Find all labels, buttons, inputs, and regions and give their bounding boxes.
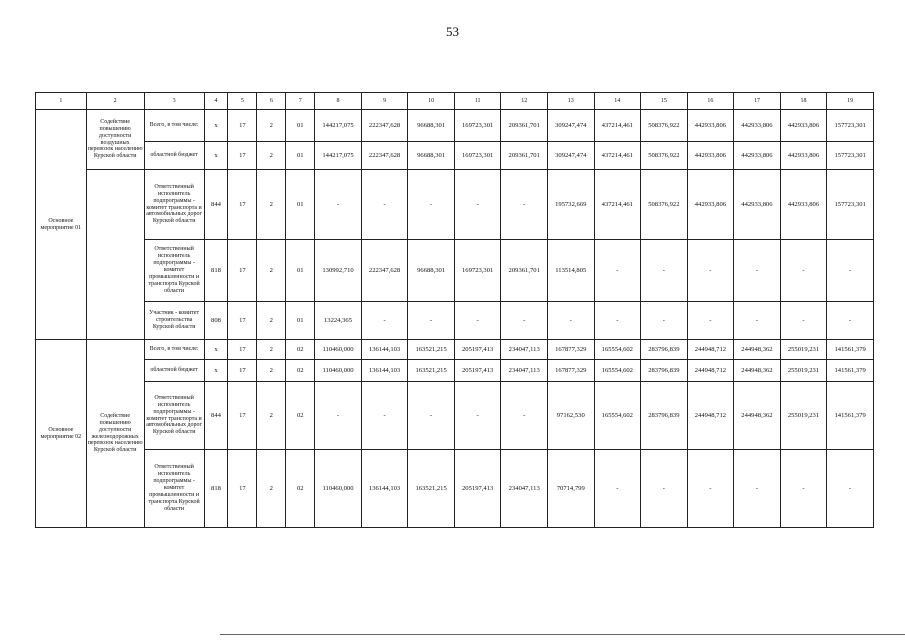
code-cell: 01 [286,170,315,240]
code-cell: 2 [257,382,286,450]
value-cell: 244948,362 [734,360,781,382]
value-cell: 222347,628 [361,142,408,170]
value-cell: 437214,461 [594,110,641,142]
row-label-cell: Всего, в том числе: [144,110,204,142]
code-cell: 2 [257,142,286,170]
code-cell: 01 [286,240,315,302]
value-cell: 141561,379 [827,340,874,360]
table-row [36,450,874,528]
page-bottom-rule [220,634,905,635]
value-cell: - [734,450,781,528]
value-cell: - [408,170,455,240]
header-row [36,93,874,110]
value-cell: - [734,240,781,302]
value-cell: 255019,231 [780,340,827,360]
value-cell: 442933,806 [687,110,734,142]
value-cell: 163521,215 [408,340,455,360]
column-number-header: 19 [827,93,874,110]
code-cell: 17 [228,382,257,450]
value-cell: - [361,302,408,340]
value-cell: 165554,602 [594,340,641,360]
value-cell: - [641,302,688,340]
value-cell: - [501,170,548,240]
column-number-header: 12 [501,93,548,110]
value-cell: 442933,806 [734,110,781,142]
value-cell: 244948,362 [734,340,781,360]
value-cell: 508376,922 [641,170,688,240]
code-cell: 01 [286,110,315,142]
value-cell: 169723,301 [454,110,501,142]
code-cell: 844 [204,382,228,450]
value-cell: 442933,806 [734,142,781,170]
row-label-cell: областной бюджет [144,360,204,382]
column-number-header: 1 [36,93,87,110]
value-cell: 96688,301 [408,110,455,142]
column-number-header: 4 [204,93,228,110]
value-cell: - [827,302,874,340]
column-number-header: 11 [454,93,501,110]
table-row [36,110,874,142]
column-number-header: 17 [734,93,781,110]
row-label-cell: Всего, в том числе: [144,340,204,360]
code-cell: х [204,360,228,382]
row-label-cell: Участник - комитет строительства Курской области [144,302,204,340]
code-cell: 2 [257,302,286,340]
column-number-header: 14 [594,93,641,110]
value-cell: 222347,628 [361,110,408,142]
value-cell: 255019,231 [780,382,827,450]
value-cell: 234047,113 [501,450,548,528]
value-cell: - [687,240,734,302]
value-cell: - [361,170,408,240]
code-cell: 17 [228,340,257,360]
code-cell: 17 [228,240,257,302]
code-cell: 01 [286,302,315,340]
column-number-header: 2 [86,93,144,110]
column-number-header: 9 [361,93,408,110]
value-cell: 97162,530 [547,382,594,450]
value-cell: 169723,301 [454,142,501,170]
column-number-header: 16 [687,93,734,110]
value-cell: 222347,628 [361,240,408,302]
code-cell: 17 [228,302,257,340]
value-cell: 144217,075 [315,142,362,170]
value-cell: - [780,240,827,302]
value-cell: 205197,413 [454,340,501,360]
value-cell: 157723,301 [827,110,874,142]
value-cell: 309247,474 [547,142,594,170]
budget-table [35,92,874,528]
value-cell: 13224,365 [315,302,362,340]
code-cell: 17 [228,450,257,528]
value-cell: - [827,450,874,528]
table-row [36,340,874,360]
value-cell: - [315,382,362,450]
value-cell: 141561,379 [827,382,874,450]
value-cell: 442933,806 [780,142,827,170]
page-number: 53 [446,24,459,39]
value-cell: - [547,302,594,340]
value-cell: - [408,302,455,340]
value-cell: - [454,382,501,450]
code-cell: 818 [204,240,228,302]
value-cell: 442933,806 [780,110,827,142]
value-cell: - [408,382,455,450]
value-cell: 205197,413 [454,360,501,382]
table-row [36,170,874,240]
value-cell: 157723,301 [827,170,874,240]
row-label-cell: Ответственный исполнитель подпрограммы - комитет промышленности и транспорта Курской области [144,240,204,302]
value-cell: - [594,240,641,302]
goal-cell: Содействие повышению доступности железнодорожных перевозок населению Курской области [86,340,144,528]
value-cell: 442933,806 [734,170,781,240]
code-cell: 17 [228,110,257,142]
code-cell: 02 [286,450,315,528]
code-cell: 844 [204,170,228,240]
value-cell: 437214,461 [594,170,641,240]
value-cell: 163521,215 [408,450,455,528]
value-cell: 136144,103 [361,450,408,528]
column-number-header: 6 [257,93,286,110]
value-cell: 244948,712 [687,360,734,382]
value-cell: - [594,450,641,528]
value-cell: 209361,701 [501,142,548,170]
column-number-header: 3 [144,93,204,110]
value-cell: 205197,413 [454,450,501,528]
value-cell: 437214,461 [594,142,641,170]
value-cell: 283796,839 [641,382,688,450]
event-name-cell: Основное мероприятие 01 [36,110,87,340]
code-cell: 2 [257,110,286,142]
code-cell: 2 [257,340,286,360]
value-cell: - [780,302,827,340]
code-cell: 2 [257,360,286,382]
column-number-header: 8 [315,93,362,110]
value-cell: - [687,302,734,340]
value-cell: 244948,362 [734,382,781,450]
value-cell: 209361,701 [501,110,548,142]
code-cell: 02 [286,382,315,450]
code-cell: 808 [204,302,228,340]
value-cell: - [454,170,501,240]
value-cell: - [454,302,501,340]
value-cell: 110460,000 [315,450,362,528]
value-cell: 157723,301 [827,142,874,170]
value-cell: 209361,701 [501,240,548,302]
code-cell: 02 [286,340,315,360]
value-cell: 167877,329 [547,360,594,382]
goal-cell: Содействие повышению доступности воздушных перевозок населению Курской области [86,110,144,170]
column-number-header: 13 [547,93,594,110]
value-cell: 234047,113 [501,340,548,360]
value-cell: - [501,302,548,340]
value-cell: 110460,000 [315,340,362,360]
event-name-cell: Основное мероприятие 02 [36,340,87,528]
value-cell: 136144,103 [361,360,408,382]
code-cell: 17 [228,170,257,240]
value-cell: 234047,113 [501,360,548,382]
value-cell: - [594,302,641,340]
value-cell: 442933,806 [687,142,734,170]
table-row [36,360,874,382]
code-cell: х [204,340,228,360]
value-cell: 167877,329 [547,340,594,360]
value-cell: 163521,215 [408,360,455,382]
table-row [36,240,874,302]
value-cell: - [641,240,688,302]
value-cell: 255019,231 [780,360,827,382]
row-label-cell: Ответственный исполнитель подпрограммы - комитет транспорта и автомобильных дорог Курской области [144,382,204,450]
goal-cell-empty [86,170,144,340]
value-cell: - [827,240,874,302]
code-cell: 01 [286,142,315,170]
code-cell: 02 [286,360,315,382]
value-cell: 96688,301 [408,240,455,302]
value-cell: 442933,806 [687,170,734,240]
value-cell: 169723,301 [454,240,501,302]
column-number-header: 7 [286,93,315,110]
value-cell: 136144,103 [361,340,408,360]
row-label-cell: Ответственный исполнитель подпрограммы - комитет транспорта и автомобильных дорог Курской области [144,170,204,240]
code-cell: 17 [228,360,257,382]
column-number-header: 5 [228,93,257,110]
table-row [36,382,874,450]
value-cell: 130992,710 [315,240,362,302]
table-row [36,302,874,340]
value-cell: 113514,805 [547,240,594,302]
value-cell: 244948,712 [687,382,734,450]
value-cell: 309247,474 [547,110,594,142]
value-cell: - [361,382,408,450]
value-cell: - [501,382,548,450]
column-number-header: 18 [780,93,827,110]
value-cell: 508376,922 [641,142,688,170]
value-cell: 141561,379 [827,360,874,382]
code-cell: х [204,142,228,170]
value-cell: 70714,799 [547,450,594,528]
value-cell: - [780,450,827,528]
value-cell: - [734,302,781,340]
value-cell: - [315,170,362,240]
value-cell: 195732,669 [547,170,594,240]
code-cell: 2 [257,450,286,528]
row-label-cell: областной бюджет [144,142,204,170]
value-cell: 508376,922 [641,110,688,142]
value-cell: 244948,712 [687,340,734,360]
value-cell: 283796,839 [641,360,688,382]
value-cell: - [641,450,688,528]
value-cell: 283796,839 [641,340,688,360]
code-cell: х [204,110,228,142]
column-number-header: 10 [408,93,455,110]
table-row [36,142,874,170]
value-cell: 110460,000 [315,360,362,382]
column-number-header: 15 [641,93,688,110]
row-label-cell: Ответственный исполнитель подпрограммы - комитет промышленности и транспорта Курской области [144,450,204,528]
code-cell: 2 [257,170,286,240]
code-cell: 2 [257,240,286,302]
value-cell: 442933,806 [780,170,827,240]
value-cell: 96688,301 [408,142,455,170]
value-cell: - [687,450,734,528]
value-cell: 144217,075 [315,110,362,142]
code-cell: 818 [204,450,228,528]
value-cell: 165554,602 [594,382,641,450]
code-cell: 17 [228,142,257,170]
value-cell: 165554,602 [594,360,641,382]
